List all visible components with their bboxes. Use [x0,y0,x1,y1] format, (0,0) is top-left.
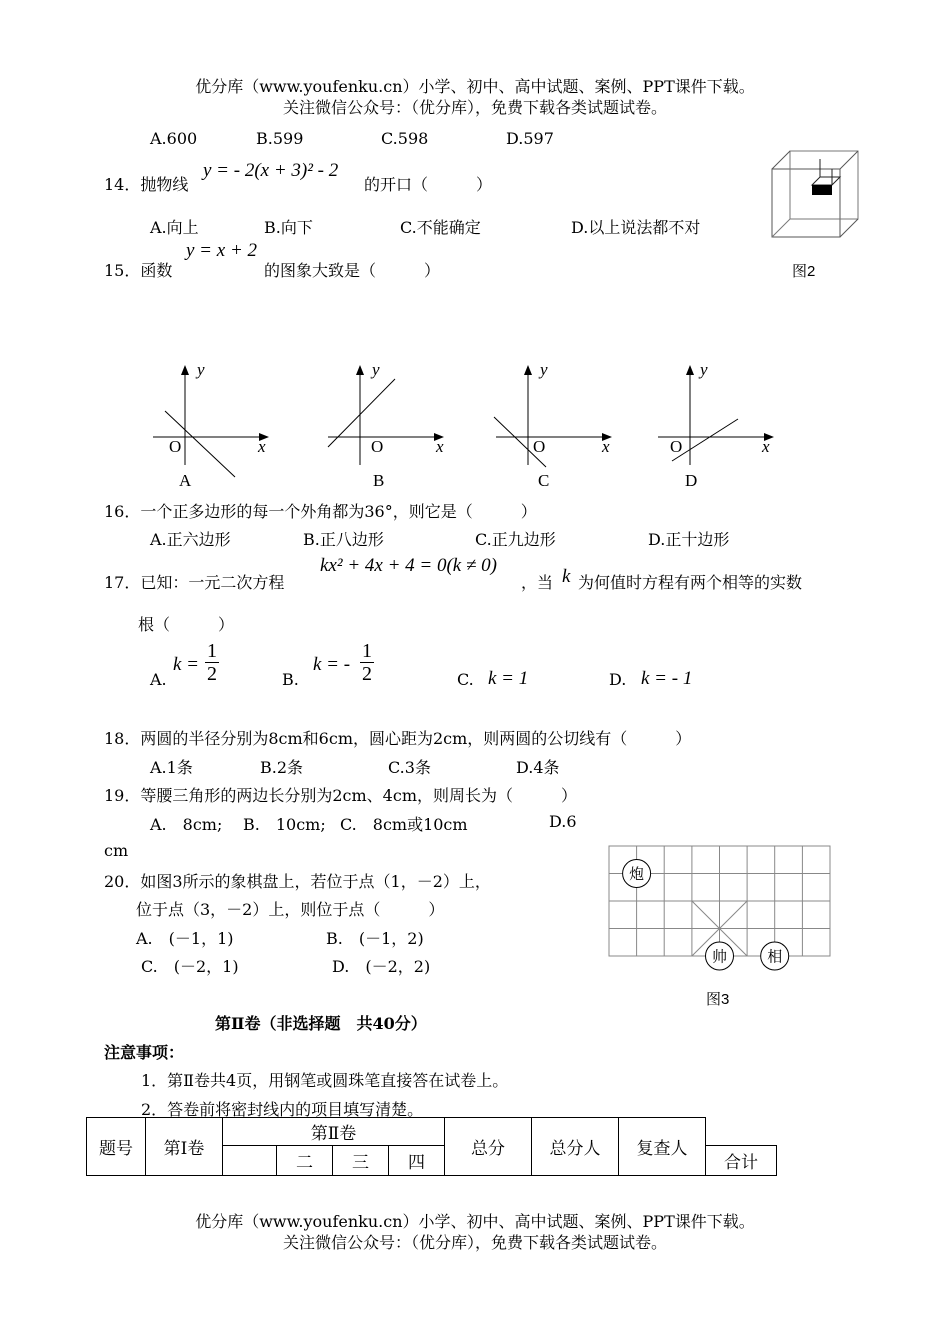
cell-si: 四 [389,1146,445,1176]
q13-option-a: A.600 [150,129,198,148]
cell-er: 二 [277,1146,333,1176]
q18-option-a: A.1条 [150,758,193,777]
q17-option-b-fraction [360,640,374,685]
q18-option-c: C.3条 [388,758,431,777]
cell-blank [223,1146,277,1176]
footer-line-2: 关注微信公众号：（优分库），免费下载各类试题试卷。 [282,1233,667,1252]
notice-item-2: 2．答卷前将密封线内的项目填写清楚。 [141,1100,424,1119]
q20-option-b: B. (－1，2) [326,929,424,948]
origin-label: O [169,437,182,456]
y-label: y [372,360,380,379]
q19-option-b: B. 10cm; [243,815,326,834]
q13-option-c: C.598 [381,129,429,148]
q17-option-a-lhs: k = [173,654,200,675]
q20-option-a: A. (－1，1) [136,929,234,948]
fraction-denominator: 2 [362,663,372,685]
x-label: x [258,437,266,456]
q19-option-d: D.6 [549,812,577,831]
q20-line2: 位于点（3，－2）上，则位于点（ ） [136,900,445,919]
q17-k: k [562,566,571,587]
q17-mid: ，当 [521,573,554,592]
q19-option-a: A. 8cm; [150,815,223,834]
q17-formula: kx² + 4x + 4 = 0(k ≠ 0) [320,555,497,576]
cell-heji: 合计 [706,1146,777,1176]
piece-xiang-label: 相 [767,949,783,966]
cell-zongfen: 总分 [445,1118,532,1176]
q15-formula: y = x + 2 [186,240,258,261]
q14-number: 14．抛物线 [104,175,189,194]
q15-number: 15．函数 [104,261,173,280]
q16-stem: 16．一个正多边形的每一个外角都为36°，则它是（ ） [104,502,537,521]
q17-option-a-label: A. [150,670,167,689]
q14-option-d: D.以上说法都不对 [571,218,701,237]
q19-option-c: C. 8cm或10cm [340,815,468,834]
footer-line-1: 优分库（www.youfenku.cn）小学、初中、高中试题、案例、PPT课件下载。 [195,1212,755,1231]
cube-shaded-block [812,185,832,195]
piece-pao-label: 炮 [629,867,645,883]
q16-option-a: A.正六边形 [150,530,231,549]
graph-label: A [179,471,192,490]
figure-2-caption: 图2 [792,263,816,280]
cell-tihao: 题号 [87,1118,146,1176]
graph-label: D [685,471,698,490]
cell-juan2: 第Ⅱ卷 [223,1118,445,1146]
cell-juan1: 第Ⅰ卷 [146,1118,223,1176]
score-table [86,1117,777,1176]
q14-option-c: C.不能确定 [400,218,481,237]
q17-option-b-lhs: k = - [313,654,351,675]
q16-option-c: C.正九边形 [475,530,556,549]
x-label: x [602,437,610,456]
q18-option-b: B.2条 [260,758,304,777]
notice-title: 注意事项： [104,1043,185,1062]
q14-option-b: B.向下 [264,218,313,237]
q13-option-b: B.599 [256,129,304,148]
q15-tail: 的图象大致是（ ） [264,261,441,280]
q17-option-d-value: k = - 1 [641,668,693,689]
q16-option-d: D.正十边形 [648,530,730,549]
graph-b [320,355,450,495]
q20-line1: 20．如图3所示的象棋盘上，若位于点（1，－2）上， [104,872,491,891]
notice-item-1: 1．第Ⅱ卷共4页，用钢笔或圆珠笔直接答在试卷上。 [141,1071,509,1090]
q17-option-d-label: D. [609,670,627,689]
q17-line2: 根（ ） [138,615,235,634]
origin-label: O [670,437,683,456]
graph-a [145,355,275,495]
graph-label: C [538,471,550,490]
q14-tail: 的开口（ ） [364,175,493,194]
q17-option-a-fraction [205,640,219,685]
y-label: y [540,360,548,379]
q14-formula: y = - 2(x + 3)² - 2 [203,160,339,181]
q17-number: 17．已知：一元二次方程 [104,573,285,592]
header-line-1: 优分库（www.youfenku.cn）小学、初中、高中试题、案例、PPT课件下载。 [195,77,755,96]
fraction-numerator: 1 [207,640,217,662]
figure-2-cube [768,145,863,245]
q20-option-d: D. (－2，2) [332,957,431,976]
x-label: x [436,437,444,456]
graph-label: B [373,471,385,490]
piece-shuai-label: 帅 [711,949,728,966]
y-label: y [700,360,708,379]
q19-option-d-unit: cm [104,841,129,860]
fraction-denominator: 2 [207,663,217,685]
q18-option-d: D.4条 [516,758,560,777]
q13-option-d: D.597 [506,129,554,148]
header-line-2: 关注微信公众号：（优分库），免费下载各类试题试卷。 [282,98,667,117]
graph-d [650,355,780,495]
y-label: y [197,360,205,379]
figure-3-caption: 图3 [706,991,730,1008]
cell-zongfenren: 总分人 [532,1118,619,1176]
q14-option-a: A.向上 [150,218,199,237]
q17-option-c-value: k = 1 [488,668,529,689]
section-2-title: 第Ⅱ卷（非选择题 共40分） [215,1014,427,1033]
q17-option-c-label: C. [457,670,474,689]
q16-option-b: B.正八边形 [303,530,384,549]
q19-stem: 19．等腰三角形的两边长分别为2cm、4cm，则周长为（ ） [104,786,577,805]
graph-c [488,355,618,495]
cell-san: 三 [333,1146,389,1176]
fraction-numerator: 1 [362,640,372,662]
origin-label: O [533,437,546,456]
origin-label: O [371,437,384,456]
q17-option-b-label: B. [282,670,299,689]
q17-tail: 为何值时方程有两个相等的实数 [578,573,803,592]
q18-stem: 18．两圆的半径分别为8cm和6cm，圆心距为2cm，则两圆的公切线有（ ） [104,729,692,748]
cell-fuchaeren: 复查人 [619,1118,706,1176]
figure-3-chessboard [600,838,840,978]
x-label: x [762,437,770,456]
q20-option-c: C. (－2，1) [141,957,239,976]
